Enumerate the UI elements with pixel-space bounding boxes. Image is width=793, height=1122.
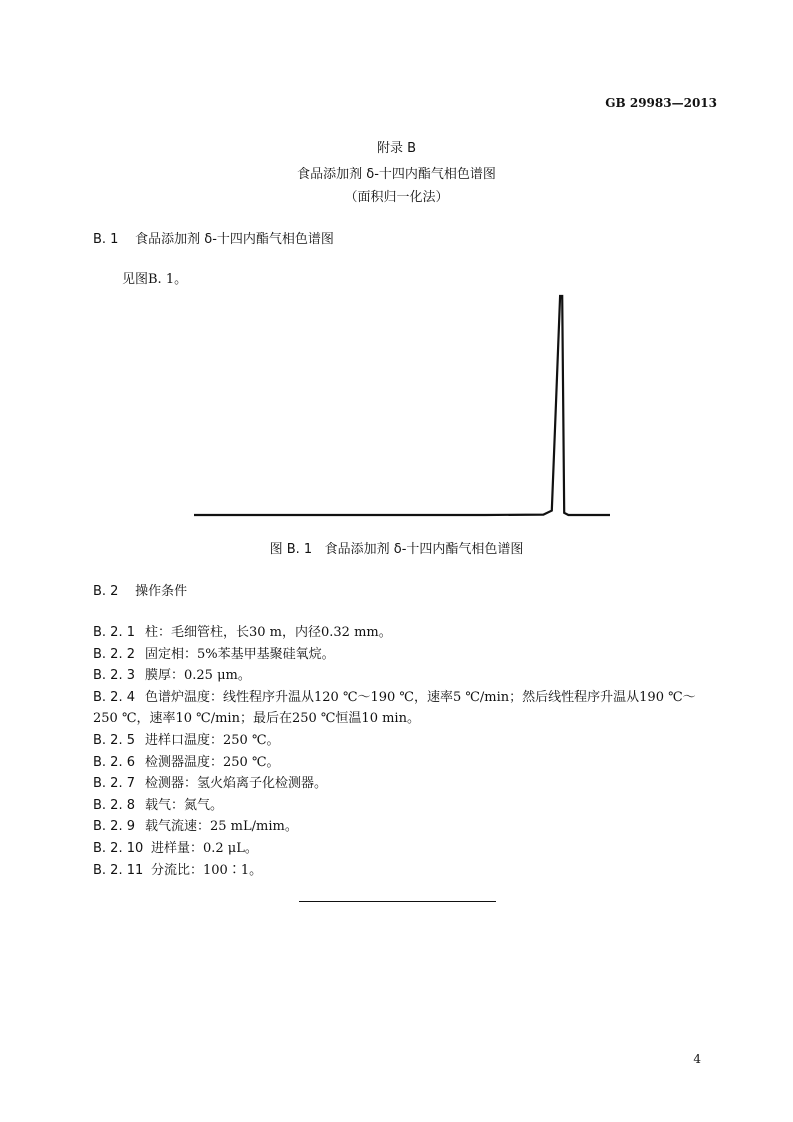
figure-reference: 见图B. 1。	[122, 272, 188, 287]
clause-number: B. 2. 9	[93, 819, 135, 835]
clause-text: 进样量：0.2 μL。	[151, 840, 258, 856]
clause-number: B. 2. 8	[93, 797, 135, 813]
clause-list	[93, 622, 696, 881]
clause-item	[93, 665, 696, 687]
clause-item	[93, 752, 696, 774]
section-title: 食品添加剂 δ-十四内酯气相色谱图	[135, 232, 334, 247]
clause-number: B. 2. 2	[93, 646, 135, 662]
clause-item	[93, 644, 696, 666]
section-number: B. 1	[93, 232, 119, 247]
clause-item	[93, 622, 696, 644]
page-number: 4	[693, 1052, 701, 1066]
clause-item	[93, 860, 696, 882]
clause-text: 柱：毛细管柱，长30 m，内径0.32 mm。	[145, 625, 392, 640]
clause-text: 检测器温度：250 ℃。	[145, 754, 280, 770]
clause-item	[93, 816, 696, 838]
clause-item	[93, 687, 696, 709]
clause-item-continuation	[93, 708, 696, 730]
clause-number: B. 2. 3	[93, 668, 135, 684]
clause-item	[93, 838, 696, 860]
section-b2-heading	[93, 580, 187, 599]
figure-caption-number: 图 B. 1	[269, 542, 313, 557]
section-number: B. 2	[93, 584, 119, 599]
clause-text: 250 ℃，速率10 ℃/min；最后在250 ℃恒温10 min。	[93, 711, 420, 727]
clause-text: 色谱炉温度：线性程序升温从120 ℃～190 ℃，速率5 ℃/min；然后线性程序升温从190 ℃～	[145, 689, 696, 705]
clause-text: 检测器：氢火焰离子化检测器。	[145, 776, 328, 792]
clause-number: B. 2. 10	[93, 840, 144, 856]
chromatogram-trace	[194, 296, 610, 515]
clause-text: 载气：氮气。	[145, 797, 224, 813]
clause-text: 进样口温度：250 ℃。	[145, 732, 280, 748]
clause-number: B. 2. 5	[93, 732, 135, 748]
clause-text: 固定相：5%苯基甲基聚硅氧烷。	[145, 646, 335, 662]
section-title: 操作条件	[135, 584, 188, 599]
annex-title: 食品添加剂 δ-十四内酯气相色谱图	[297, 167, 496, 182]
clause-item	[93, 773, 696, 795]
clause-text: 分流比：100∶1。	[151, 862, 263, 878]
clause-number: B. 2. 6	[93, 754, 135, 770]
clause-number: B. 2. 4	[93, 689, 135, 705]
annex-label: 附录 B	[376, 141, 417, 156]
clause-text: 载气流速：25 mL/mim。	[145, 819, 298, 835]
clause-text: 膜厚：0.25 μm。	[145, 668, 251, 684]
standard-identifier: GB 29983—2013	[605, 96, 717, 110]
figure-caption	[0, 538, 793, 557]
annex-subtitle: （面积归一化法）	[344, 190, 449, 205]
clause-number: B. 2. 1	[93, 625, 135, 640]
end-rule	[299, 901, 496, 902]
clause-item	[93, 795, 696, 817]
clause-item	[93, 730, 696, 752]
figure-caption-text: 食品添加剂 δ-十四内酯气相色谱图	[324, 542, 524, 557]
clause-number: B. 2. 7	[93, 776, 135, 792]
clause-number: B. 2. 11	[93, 862, 144, 878]
